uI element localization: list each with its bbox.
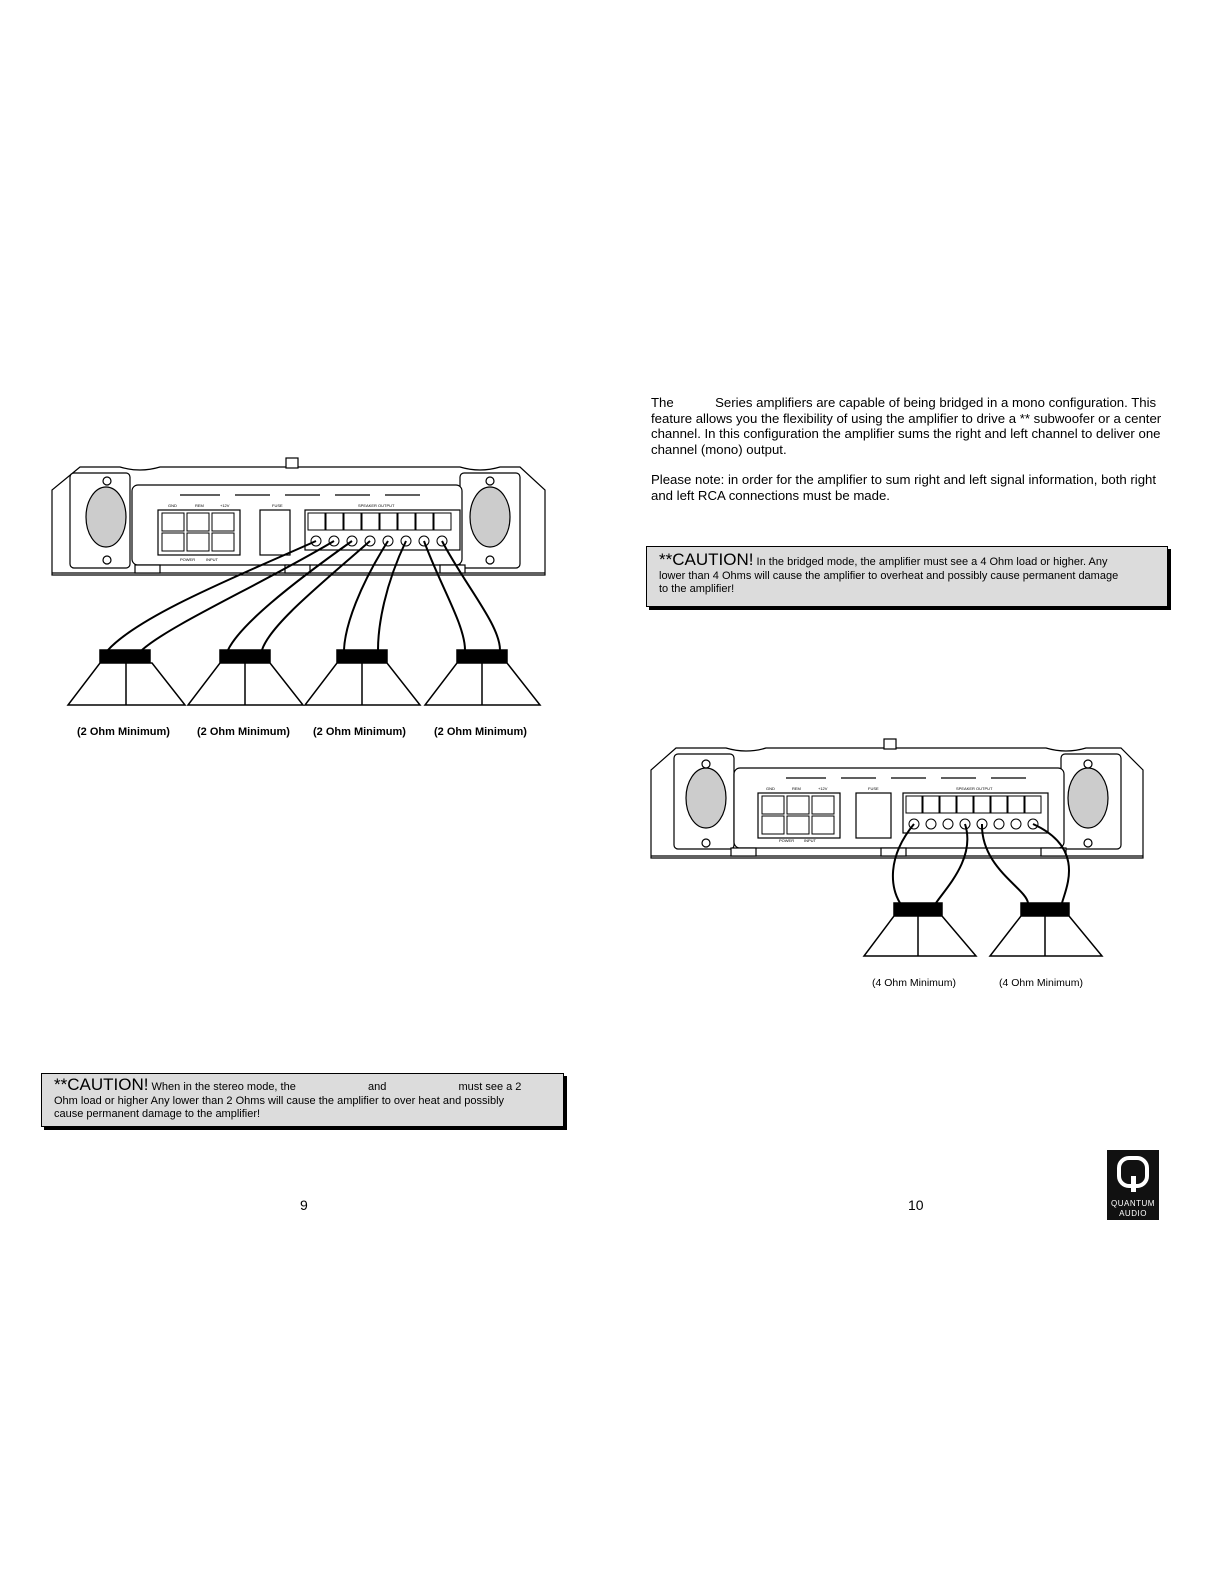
caution-right-text-1: In the bridged mode, the amplifier must see a 4 Ohm load or higher. Any [756,556,1108,568]
ohm-label-4: (2 Ohm Minimum) [434,726,527,738]
ohm-label-bridged-2: (4 Ohm Minimum) [999,977,1084,989]
ohm-label-bridged-1: (4 Ohm Minimum) [872,977,957,989]
speaker-1 [68,650,185,705]
para1-line3: channel. In this configuration the amplifier sums the right and left channel to deliver one [651,426,1161,441]
bridged-speaker-2 [990,903,1102,956]
quantum-audio-logo [1107,1150,1159,1220]
logo-text-quantum: QUANTUM [1111,1199,1155,1208]
para1-line2: feature allows you the flexibility of using the amplifier to drive a ** subwoofer or a center [651,410,1162,426]
svg-text:GND: GND [766,786,775,791]
speaker-2 [188,650,303,705]
para2-line2: and left RCA connections must be made. [651,487,890,503]
speakers [68,650,540,705]
bridged-wiring-diagram [646,738,1146,963]
svg-text:POWER: POWER [180,557,196,562]
page-number-right: 10 [908,1197,924,1213]
fan-grille-left [86,487,126,547]
svg-text:INPUT: INPUT [804,838,816,843]
para1-line4: channel (mono) output. [651,441,787,457]
q-logo-icon [1117,1156,1149,1194]
bridged-caution-box [646,546,1168,607]
bridged-mode-paragraph [651,395,1179,503]
caution-right-text-2: lower than 4 Ohms will cause the amplifier to overheat and possibly cause permanent damage [659,569,1119,582]
svg-text:GND: GND [168,503,177,508]
amplifier-right [651,739,1143,858]
page-number-left: 9 [300,1197,308,1213]
caution-text-2: Ohm load or higher Any lower than 2 Ohms will cause the amplifier to over heat and possibly [54,1094,505,1107]
stereo-wiring-diagram [40,455,560,715]
svg-text:REM: REM [792,786,801,791]
caution-title: **CAUTION! [54,1075,149,1094]
svg-text:SPEAKER OUTPUT: SPEAKER OUTPUT [358,503,395,508]
para2-line1: Please note: in order for the amplifier to sum right and left signal information, both right [651,472,1157,487]
fan-grille-left-2 [686,768,726,828]
speaker-3 [305,650,420,705]
fan-grille-right [470,487,510,547]
ohm-label-3: (2 Ohm Minimum) [313,726,406,738]
speaker-4 [425,650,540,705]
svg-text:+12V: +12V [220,503,230,508]
svg-text:INPUT: INPUT [206,557,218,562]
bridged-speaker-1 [864,903,976,956]
para1-text-a: The [651,395,674,410]
ohm-label-2: (2 Ohm Minimum) [197,726,290,738]
svg-text:SPEAKER OUTPUT: SPEAKER OUTPUT [956,786,993,791]
caution-title-right: **CAUTION! [659,550,754,569]
amplifier-left [52,458,545,575]
svg-text:+12V: +12V [818,786,828,791]
caution-text-1b: and [367,1081,387,1093]
svg-text:FUSE: FUSE [272,503,283,508]
caution-text-1c: must see a 2 [458,1081,522,1093]
svg-text:FUSE: FUSE [868,786,879,791]
logo-text-audio: AUDIO [1119,1209,1147,1218]
svg-text:POWER: POWER [779,838,795,843]
fan-grille-right-2 [1068,768,1108,828]
caution-right-text-3: to the amplifier! [659,583,735,595]
svg-text:REM: REM [195,503,204,508]
caution-text-3: cause permanent damage to the amplifier! [54,1108,261,1120]
caution-text-1a: When in the stereo mode, the [151,1081,296,1093]
stereo-caution-box [41,1073,564,1127]
para1-text-b: Series amplifiers are capable of being bridged in a mono configuration. This [715,395,1157,410]
ohm-label-1: (2 Ohm Minimum) [77,726,170,738]
